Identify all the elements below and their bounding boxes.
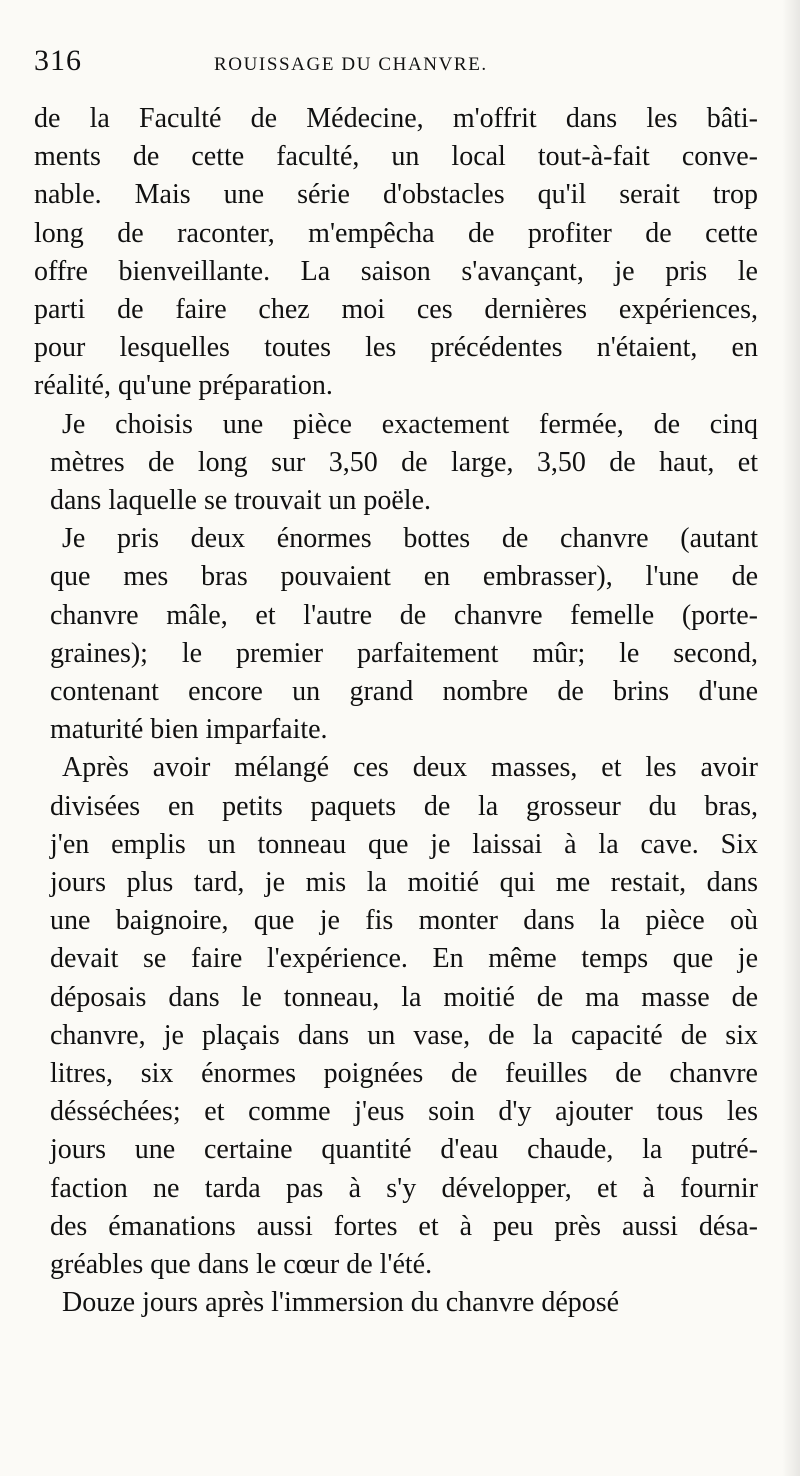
text-line: Après avoir mélangé ces deux masses, et les avoir [62, 752, 758, 784]
running-head [34, 44, 758, 92]
text-line: jours une certaine quantité d'eau chaude, la putré- [50, 1134, 758, 1166]
text-line: chanvre mâle, et l'autre de chanvre femelle (porte- [50, 599, 758, 631]
text-line: parti de faire chez moi ces dernières expériences, [34, 294, 758, 326]
text-line: des émanations aussi fortes et à peu près aussi désa- [50, 1210, 758, 1242]
text-line: dans laquelle se trouvait un poële. [50, 485, 431, 517]
running-title: ROUISSAGE DU CHANVRE. [214, 54, 488, 75]
paragraph [34, 520, 758, 749]
text-line: de la Faculté de Médecine, m'offrit dans les bâti- [34, 103, 758, 134]
text-line: Je choisis une pièce exactement fermée, de cinq [62, 408, 758, 440]
text-line: pour lesquelles toutes les précédentes n'étaient, en [34, 332, 758, 364]
text-line: une baignoire, que je fis monter dans la pièce où [50, 905, 758, 937]
text-line: devait se faire l'expérience. En même temps que je [50, 943, 758, 975]
paragraph [34, 749, 758, 1284]
text-line: ments de cette faculté, un local tout-à-fait conve- [34, 141, 758, 173]
text-line: maturité bien imparfaite. [50, 714, 328, 746]
text-line: Douze jours après l'immersion du chanvre déposé [62, 1287, 620, 1319]
text-line: chanvre, je plaçais dans un vase, de la capacité de six [50, 1019, 758, 1051]
text-line: mètres de long sur 3,50 de large, 3,50 de haut, et [50, 446, 758, 478]
paragraph [34, 1284, 758, 1322]
text-line: j'en emplis un tonneau que je laissai à la cave. Six [50, 828, 758, 860]
text-line: désséchées; et comme j'eus soin d'y ajouter tous les [50, 1096, 758, 1128]
text-line: nable. Mais une série d'obstacles qu'il serait trop [34, 179, 758, 211]
text-line: jours plus tard, je mis la moitié qui me restait, dans [50, 867, 758, 899]
text-line: Je pris deux énormes bottes de chanvre (autant [62, 523, 758, 555]
text-line: litres, six énormes poignées de feuilles de chanvre [50, 1058, 758, 1090]
text-line: offre bienveillante. La saison s'avançant, je pris le [34, 255, 758, 287]
text-line: déposais dans le tonneau, la moitié de ma masse de [50, 981, 758, 1013]
body-text [34, 100, 758, 1323]
text-line: contenant encore un grand nombre de brins d'une [50, 676, 758, 708]
paragraph [34, 100, 758, 406]
text-line: gréables que dans le cœur de l'été. [50, 1249, 433, 1281]
page-number: 316 [34, 44, 82, 77]
text-line: divisées en petits paquets de la grosseur du bras, [50, 790, 758, 822]
text-line: faction ne tarda pas à s'y développer, et à fournir [50, 1172, 758, 1204]
text-line: réalité, qu'une préparation. [34, 370, 333, 402]
text-line: que mes bras pouvaient en embrasser), l'une de [50, 561, 758, 593]
paragraph [34, 406, 758, 521]
text-line: long de raconter, m'empêcha de profiter de cette [34, 217, 758, 249]
text-line: graines); le premier parfaitement mûr; le second, [50, 637, 758, 669]
